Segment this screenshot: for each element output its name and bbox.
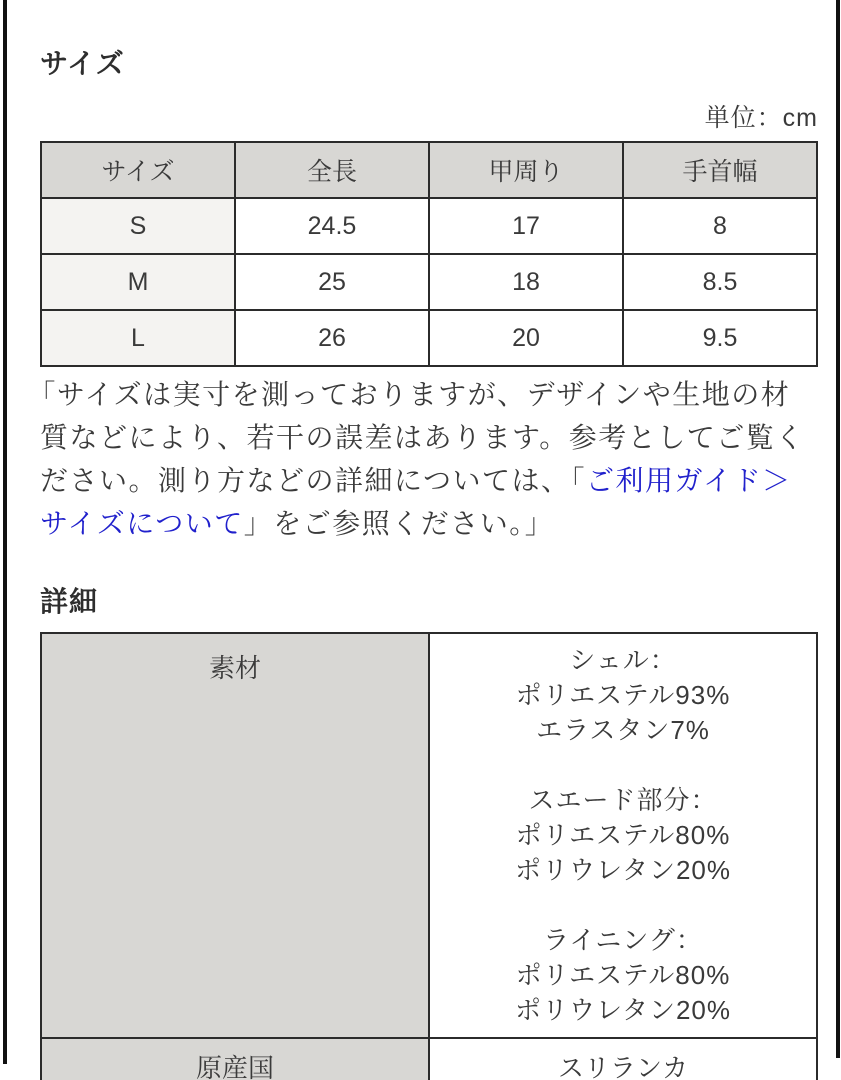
size-label-l: L	[41, 310, 235, 366]
material-line: ポリエステル80%	[515, 960, 731, 990]
value-l-wrist: 9.5	[623, 310, 817, 366]
value-s-length: 24.5	[235, 198, 429, 254]
size-table-header-palm: 甲周り	[429, 142, 623, 198]
material-line: ライニング：	[543, 925, 703, 955]
origin-label-cell: 原産国	[41, 1038, 429, 1080]
size-table	[40, 141, 818, 367]
size-table-row-m	[41, 254, 817, 310]
frame-left-border	[3, 0, 7, 1064]
material-line: ポリエステル80%	[515, 820, 731, 850]
material-row	[41, 633, 817, 1038]
origin-value-cell: スリランカ	[429, 1038, 817, 1080]
content-area	[27, 0, 818, 1080]
material-line: エラスタン7%	[536, 715, 710, 745]
material-line: ポリウレタン20%	[515, 995, 731, 1025]
size-section-heading: サイズ	[40, 48, 125, 79]
value-m-wrist: 8.5	[623, 254, 817, 310]
material-line-spacer	[430, 748, 816, 783]
value-m-length: 25	[235, 254, 429, 310]
material-value-cell	[429, 633, 817, 1038]
value-s-wrist: 8	[623, 198, 817, 254]
size-guide-link[interactable]: ご利用ガイド＞サイズについて	[40, 465, 792, 539]
detail-section-heading: 詳細	[40, 586, 99, 617]
material-line: スエード部分：	[528, 785, 718, 815]
material-line: ポリウレタン20%	[515, 855, 731, 885]
value-m-palm: 18	[429, 254, 623, 310]
material-line: シェル：	[569, 645, 677, 675]
size-table-row-s	[41, 198, 817, 254]
value-l-palm: 20	[429, 310, 623, 366]
frame-right-border	[836, 0, 840, 1058]
origin-row	[41, 1038, 817, 1080]
size-table-row-l	[41, 310, 817, 366]
size-table-header-size: サイズ	[41, 142, 235, 198]
material-line: ポリエステル93%	[515, 680, 731, 710]
size-table-header-length: 全長	[235, 142, 429, 198]
size-label-m: M	[41, 254, 235, 310]
size-label-s: S	[41, 198, 235, 254]
note-text-after: 」をご参照ください。」	[243, 508, 555, 539]
size-note	[27, 373, 818, 545]
material-label-cell: 素材	[41, 633, 429, 1038]
size-table-header-row	[41, 142, 817, 198]
detail-table	[40, 632, 818, 1080]
material-line-spacer	[430, 888, 816, 923]
note-text-before: 「サイズは実寸を測っておりますが、デザインや生地の材質などにより、若干の誤差はあります。参考としてご覧ください。測り方などの詳細については、「	[27, 379, 805, 496]
value-s-palm: 17	[429, 198, 623, 254]
value-l-length: 26	[235, 310, 429, 366]
size-table-header-wrist: 手首幅	[623, 142, 817, 198]
unit-label: 単位：cm	[704, 104, 818, 132]
